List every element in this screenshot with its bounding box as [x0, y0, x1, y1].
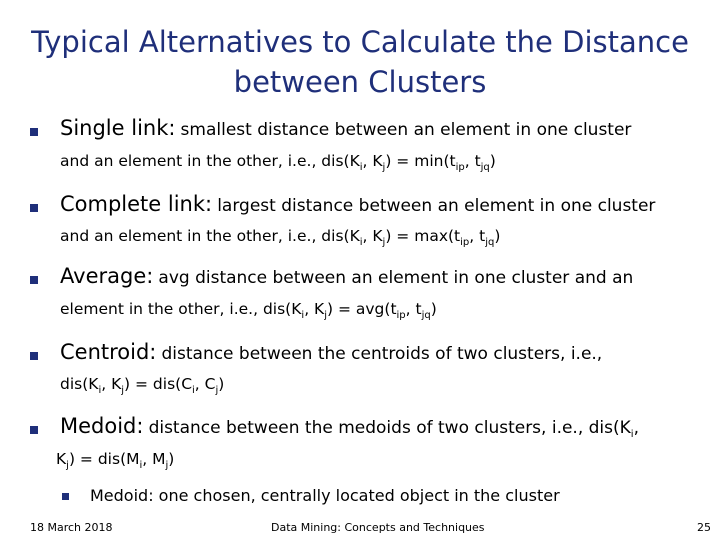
- term-label: Complete link:: [60, 192, 213, 216]
- sub-bullet-text: Medoid: one chosen, centrally located object in the cluster: [90, 486, 560, 505]
- footer-page-number: 25: [697, 521, 711, 534]
- slide-title: [0, 22, 720, 102]
- term-description: avg distance between an element in one cluster and an: [158, 268, 634, 288]
- footer-date: 18 March 2018: [30, 521, 113, 534]
- term-label: Single link:: [60, 116, 176, 140]
- term-label: Average:: [60, 264, 154, 288]
- square-bullet-icon: [30, 426, 38, 434]
- square-bullet-icon: [30, 204, 38, 212]
- title-line-2: between Clusters: [233, 65, 487, 99]
- term-description: largest distance between an element in one cluster: [217, 196, 656, 216]
- footer-title: Data Mining: Concepts and Techniques: [271, 521, 485, 534]
- term-description: distance between the centroids of two clusters, i.e.,: [161, 344, 603, 364]
- formula-line: and an element in the other, i.e., $dis(K_i$, $K_j) = \max(t_{ip}$, $t_{jq}$): [60, 227, 501, 248]
- square-sub-bullet-icon: [62, 493, 69, 500]
- formula-line: $K_j) = dis(M_i$, $M_j$): [56, 450, 175, 471]
- term-description: distance between the medoids of two clusters, i.e., $dis(K_i$,: [148, 418, 639, 440]
- square-bullet-icon: [30, 276, 38, 284]
- term-description: smallest distance between an element in one cluster: [180, 120, 632, 140]
- square-bullet-icon: [30, 128, 38, 136]
- term-label: Medoid:: [60, 414, 144, 438]
- formula-line: and an element in the other, i.e., $dis(K_i$, $K_j) = \min(t_{ip}$, $t_{jq}$): [60, 152, 496, 173]
- title-line-1: Typical Alternatives to Calculate the Distance: [31, 25, 689, 59]
- formula-line: $dis(K_i$, $K_j) = dis(C_i$, $C_j$): [60, 375, 225, 396]
- square-bullet-icon: [30, 352, 38, 360]
- formula-line: element in the other, i.e., $dis(K_i$, $K_j) = avg(t_{ip}$, $t_{jq}$): [60, 300, 437, 321]
- term-label: Centroid:: [60, 340, 157, 364]
